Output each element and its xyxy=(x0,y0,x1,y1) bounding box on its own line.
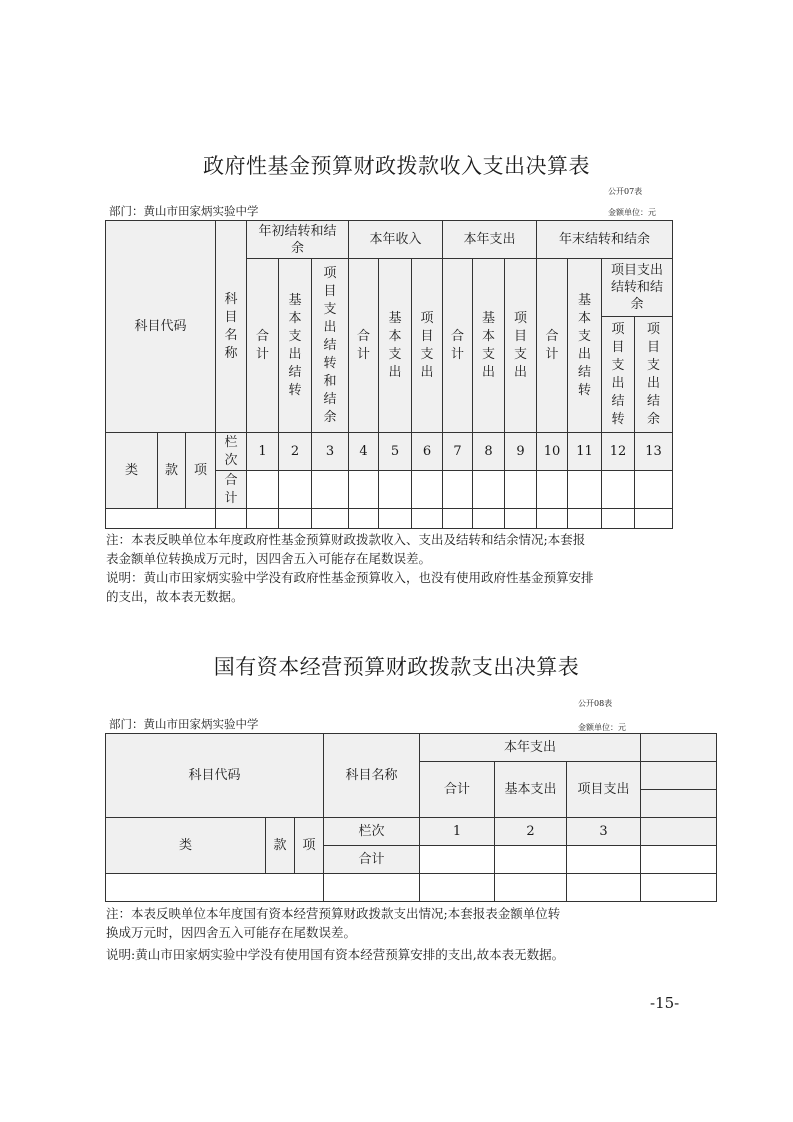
table1-department: 部门：黄山市田家炳实验中学 xyxy=(109,204,259,218)
cell xyxy=(324,874,420,902)
header-blank xyxy=(641,790,717,818)
header-xiang: 项 xyxy=(186,433,216,509)
note-line: 换成万元时，因四舍五入可能存在尾数误差。 xyxy=(106,925,357,940)
header-ending-balance: 年末结转和结余 xyxy=(537,221,673,259)
cell xyxy=(473,471,505,509)
note-line: 说明:黄山市田家炳实验中学没有使用国有资本经营预算安排的支出,故本表无数据。 xyxy=(106,947,565,962)
cell xyxy=(279,471,312,509)
header-kuan: 款 xyxy=(158,433,186,509)
header-current-expense: 本年支出 xyxy=(443,221,537,259)
cell xyxy=(537,471,568,509)
cell xyxy=(412,509,443,529)
header-expense-project: 项目支出 xyxy=(505,259,537,433)
header-begin-total: 合计 xyxy=(247,259,279,433)
cell xyxy=(349,509,379,529)
cell xyxy=(247,509,279,529)
cell xyxy=(568,471,602,509)
cell xyxy=(505,471,537,509)
header-blank xyxy=(641,734,717,762)
cell xyxy=(443,471,473,509)
header-expense-basic: 基本支出 xyxy=(495,762,567,818)
header-current-income: 本年收入 xyxy=(349,221,443,259)
column-number: 1 xyxy=(420,818,495,846)
cell xyxy=(312,471,349,509)
cell xyxy=(567,874,641,902)
column-number: 10 xyxy=(537,433,568,471)
header-beginning-balance: 年初结转和结余 xyxy=(247,221,349,259)
cell xyxy=(641,846,717,874)
cell xyxy=(635,509,673,529)
header-expense-total: 合计 xyxy=(420,762,495,818)
total-row-label: 合计 xyxy=(216,471,247,509)
page-number: -15- xyxy=(650,994,680,1012)
cell xyxy=(602,471,635,509)
header-lei: 类 xyxy=(106,433,158,509)
note-line: 注：本表反映单位本年度国有资本经营预算财政拨款支出情况;本套报表金额单位转 xyxy=(106,906,561,921)
header-subject-code: 科目代码 xyxy=(106,734,324,818)
header-expense-project: 项目支出 xyxy=(567,762,641,818)
table2-department: 部门：黄山市田家炳实验中学 xyxy=(109,717,259,731)
cell xyxy=(641,874,717,902)
cell xyxy=(567,846,641,874)
table1-empty-row xyxy=(106,509,673,529)
table1 xyxy=(105,220,673,529)
header-expense-basic: 基本支出 xyxy=(473,259,505,433)
cell xyxy=(247,471,279,509)
header-end-project-group: 项目支出结转和结余 xyxy=(602,259,673,317)
table1-title: 政府性基金预算财政拨款收入支出决算表 xyxy=(203,154,590,178)
cell xyxy=(473,509,505,529)
header-begin-project-carry-surplus: 项目支出结转和结余 xyxy=(312,259,349,433)
table1-unit: 金额单位：元 xyxy=(608,208,656,217)
cell xyxy=(349,471,379,509)
header-end-total: 合计 xyxy=(537,259,568,433)
cell xyxy=(602,509,635,529)
cell xyxy=(537,509,568,529)
column-number: 9 xyxy=(505,433,537,471)
column-number-label: 栏次 xyxy=(324,818,420,846)
header-blank xyxy=(641,762,717,790)
cell xyxy=(106,874,324,902)
column-number: 5 xyxy=(379,433,412,471)
table1-notes xyxy=(106,530,594,606)
column-number: 3 xyxy=(567,818,641,846)
cell xyxy=(312,509,349,529)
column-number: 4 xyxy=(349,433,379,471)
cell xyxy=(412,471,443,509)
header-end-basic-carry: 基本支出结转 xyxy=(568,259,602,433)
header-end-project-surplus: 项目支出结余 xyxy=(635,317,673,433)
cell xyxy=(635,471,673,509)
cell xyxy=(379,471,412,509)
column-number: 6 xyxy=(412,433,443,471)
header-xiang: 项 xyxy=(295,818,324,874)
note-line: 注：本表反映单位本年度政府性基金预算财政拨款收入、支出及结转和结余情况;本套报 xyxy=(106,532,586,547)
note-line: 表金额单位转换成万元时，因四舍五入可能存在尾数误差。 xyxy=(106,551,432,566)
cell xyxy=(379,509,412,529)
column-number: 13 xyxy=(635,433,673,471)
header-subject-code: 科目代码 xyxy=(106,221,216,433)
header-subject-name: 科目名称 xyxy=(324,734,420,818)
column-number: 2 xyxy=(279,433,312,471)
table2-empty-row xyxy=(106,874,717,902)
cell xyxy=(505,509,537,529)
table2 xyxy=(105,733,717,902)
cell xyxy=(279,509,312,529)
table2-notes xyxy=(106,904,564,964)
column-number-label: 栏次 xyxy=(216,433,247,471)
column-number: 1 xyxy=(247,433,279,471)
header-expense-total: 合计 xyxy=(443,259,473,433)
column-number: 8 xyxy=(473,433,505,471)
cell xyxy=(420,874,495,902)
table1-form-number: 公开07表 xyxy=(608,187,643,196)
cell xyxy=(420,846,495,874)
header-lei: 类 xyxy=(106,818,266,874)
cell xyxy=(568,509,602,529)
note-line: 的支出，故本表无数据。 xyxy=(106,589,244,604)
cell xyxy=(443,509,473,529)
header-kuan: 款 xyxy=(266,818,295,874)
header-subject-name: 科目名称 xyxy=(216,221,247,433)
header-income-total: 合计 xyxy=(349,259,379,433)
cell xyxy=(495,846,567,874)
header-income-project: 项目支出 xyxy=(412,259,443,433)
column-number: 12 xyxy=(602,433,635,471)
header-begin-basic-carry: 基本支出结转 xyxy=(279,259,312,433)
column-number: 11 xyxy=(568,433,602,471)
header-current-expense: 本年支出 xyxy=(420,734,641,762)
column-number: 3 xyxy=(312,433,349,471)
header-income-basic: 基本支出 xyxy=(379,259,412,433)
table2-form-number: 公开08表 xyxy=(578,699,613,708)
table2-unit: 金额单位：元 xyxy=(578,723,626,732)
cell xyxy=(106,509,216,529)
column-number: 7 xyxy=(443,433,473,471)
header-end-project-carry: 项目支出结转 xyxy=(602,317,635,433)
total-row-label: 合计 xyxy=(324,846,420,874)
table2-title: 国有资本经营预算财政拨款支出决算表 xyxy=(213,655,580,679)
column-number: 2 xyxy=(495,818,567,846)
cell xyxy=(216,509,247,529)
cell xyxy=(495,874,567,902)
header-blank xyxy=(641,818,717,846)
note-line: 说明：黄山市田家炳实验中学没有政府性基金预算收入，也没有使用政府性基金预算安排 xyxy=(106,570,594,585)
